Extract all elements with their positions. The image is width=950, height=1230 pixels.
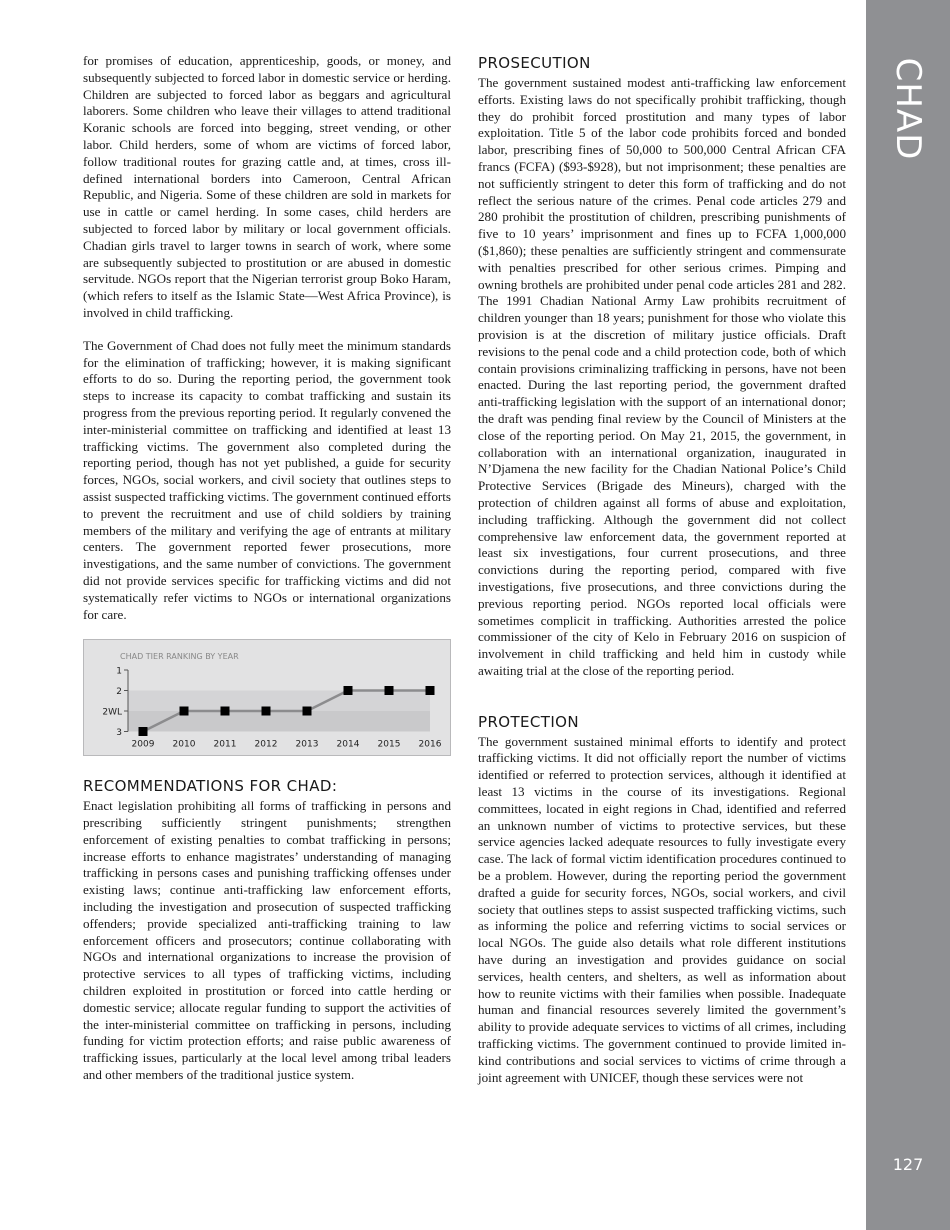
tier-ranking-chart-svg	[84, 640, 450, 755]
x-tick-label: 2015	[377, 739, 401, 750]
x-tick-label: 2016	[418, 739, 442, 750]
country-name: CHAD	[888, 57, 928, 161]
recommendations-text: Enact legislation prohibiting all forms of trafficking in persons and prescribing sufficiently stringent punishments; strengthen enforcement of existing penalties to combat trafficking in persons; increase efforts to enhance magistrates’ understanding of managing trafficking in persons cases and punishing trafficking offenses under existing laws; continue anti-trafficking law enforcement efforts, including the investigation and prosecution of suspected trafficking offenders; provide specialized anti-trafficking training to law enforcement officers and prosecutors; continue collaborating with NGOs and international organizations to increase the provision of protective services to all types of trafficking victims, including children exploited in prostitution or forced into cattle herding or domestic service; allocate regular funding to support the activities of the inter-ministerial committee on trafficking in persons, including funding for victim protection efforts; and raise public awareness of trafficking issues, particularly at the local level among tribal leaders and other members of the traditional justice system.	[83, 798, 451, 1083]
intro-paragraph: for promises of education, apprenticeship, goods, or money, and subsequently subjected to forced labor in domestic service or herding. Children are subjected to forced labor as beggars and agricultural laborers. Some children who leave their villages to attend traditional Koranic schools are forced into begging, street vending, or other labor. Child herders, some of whom are victims of forced labor, follow traditional routes for grazing cattle and, at times, cross ill-defined international borders into Cameroon, Central African Republic, and Nigeria. Some of these children are sold in markets for use in cattle or camel herding. In some cases, child herders are subjected to forced labor by military or local government officials. Chadian girls travel to larger towns in search of work, where some are subsequently subjected to prostitution or are abused in domestic servitude. NGOs report that the Nigerian terrorist group Boko Haram, (which refers to itself as the Islamic State—West Africa Province), is involved in child trafficking.	[83, 53, 451, 320]
x-tick-label: 2009	[131, 739, 155, 750]
x-tick-label: 2013	[295, 739, 319, 750]
recommendations-heading: RECOMMENDATIONS FOR CHAD:	[83, 777, 338, 796]
x-tick-label: 2010	[172, 739, 196, 750]
summary-paragraph: The Government of Chad does not fully meet the minimum standards for the elimination of trafficking; however, it is making significant efforts to do so. During the reporting period, the government took steps to increase its capacity to combat trafficking and sustain its progress from the previous reporting period. It regularly convened the inter-ministerial committee on trafficking and identified at least 13 trafficking victims. The government also completed during the reporting period, though has not yet published, a guide for security forces, NGOs, social workers, and civil society that outlines steps to assist suspected trafficking victims. The government continued efforts to prevent the recruitment and use of child soldiers by training members of the military and verifying the age of entrants at military centers. The government reported fewer prosecutions, more investigations, and the same number of convictions. The government did not provide services specific for trafficking victims and did not systematically refer victims to NGOs or international organizations for care.	[83, 337, 451, 622]
protection-heading: PROTECTION	[478, 712, 580, 731]
right-column	[478, 53, 846, 1102]
x-tick-label: 2012	[254, 739, 278, 750]
marker-2014	[344, 686, 353, 695]
y-axis	[102, 667, 128, 739]
y-tick-label: 2WL	[102, 707, 122, 718]
tier-ranking-chart	[83, 639, 451, 756]
y-tick-label: 2	[116, 687, 122, 698]
band-tier-2wl	[128, 711, 430, 732]
marker-2016	[426, 686, 435, 695]
marker-2013	[303, 707, 312, 716]
x-tick-label: 2014	[336, 739, 360, 750]
country-label	[866, 55, 950, 175]
x-axis	[132, 740, 442, 750]
sidebar	[866, 0, 950, 1230]
marker-2009	[139, 727, 148, 736]
page-number: 127	[892, 1155, 924, 1174]
chart-title: CHAD TIER RANKING BY YEAR	[120, 652, 239, 662]
y-tick-label: 3	[116, 728, 122, 739]
x-tick-label: 2011	[213, 739, 237, 750]
prosecution-text: The government sustained modest anti-trafficking law enforcement efforts. Existing laws do not specifically prohibit trafficking, though they do prohibit forced prostitution and many types of labor exploitation. Title 5 of the labor code prohibits forced and bonded labor, prescribing fines of 50,000 to 500,000 Central African CFA francs (FCFA) ($93-$928), but not imprisonment; these penalties are not sufficiently stringent to deter this form of trafficking and do not reflect the serious nature of the crimes. Penal code articles 279 and 280 prohibit the prostitution of children, prescribing punishments of five to 10 years’ imprisonment and fines up to FCFA 1,000,000 ($1,860); these penalties are sufficiently stringent and commensurate with penalties prescribed for other serious crimes. Pimping and owning brothels are prohibited under penal code articles 281 and 282. The 1991 Chadian National Army Law prohibits recruitment of children younger than 18 years; punishment for those who violate this provision is at the discretion of military justice officials. Draft revisions to the penal code and a child protection code, both of which contain provisions criminalizing trafficking in persons, have not been enacted. During the last reporting period, the government drafted anti-trafficking legislation with the support of an international donor; the draft was pending final review by the Council of Ministers at the close of the reporting period. On May 21, 2015, the government, in collaboration with an international organization, inaugurated in N’Djamena the new facility for the Chadian National Police’s Child Protective Services (Brigade des Mineurs), charged with the protection of children against all forms of abuse and exploitation, including trafficking. Although the government did not collect comprehensive law enforcement data, the government reported at least six investigations, four current prosecutions, and three convictions during the reporting period, compared with five investigations, five prosecutions, and three convictions during the previous reporting period. NGOs reported local officials were sometimes complicit in trafficking. Authorities arrested the police commissioner of the city of Kelo in February 2016 on suspicion of involvement in child trafficking and held him in custody while awaiting trial at the close of the reporting period.	[478, 75, 846, 678]
marker-2012	[262, 707, 271, 716]
y-tick-label: 1	[116, 666, 122, 677]
left-column	[83, 53, 451, 1100]
protection-text: The government sustained minimal efforts to identify and protect trafficking victims. It did not officially report the number of victims identified or referred to protection services, although it identified at least 13 victims in the course of its investigations. Regional committees, located in eight regions in Chad, identified and referred an unknown number of victims to protective services, but these service agencies lacked adequate resources to fully investigate every case. The lack of formal victim identification procedures continued to be a problem. However, during the reporting period the government drafted a guide for security forces, NGOs, social workers, and civil society that outlines steps to assist suspected trafficking victims, such as informing the police and referring victims to social services or local NGOs. The guide also details what role different institutions have during an investigation and provides guidance on social services, health centers, and shelters, as well as information about how to reunite victims with their families when possible. Inadequate human and financial resources severely limited the government’s ability to provide adequate services to victims of all crimes, including trafficking victims. The government continued to provide limited in-kind contributions and social services to victims of crime through a joint agreement with UNICEF, though these services were not	[478, 733, 846, 1085]
marker-2015	[385, 686, 394, 695]
marker-2010	[180, 707, 189, 716]
marker-2011	[221, 707, 230, 716]
prosecution-heading: PROSECUTION	[478, 54, 591, 72]
